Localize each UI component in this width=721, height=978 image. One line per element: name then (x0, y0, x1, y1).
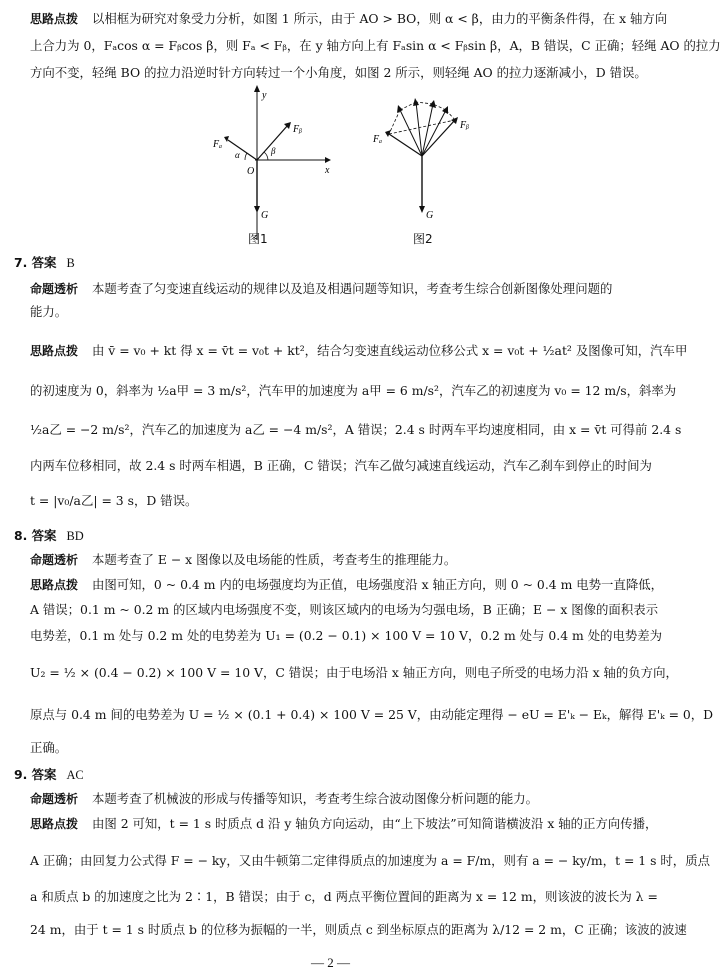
fig1-fb-label: Fᵦ (293, 124, 302, 135)
intro-label: 思路点拨 (30, 12, 79, 26)
figure-2-caption: 图2 (413, 232, 433, 246)
force-diagrams (195, 80, 495, 250)
q8-analysis-label: 命题透析 (30, 553, 79, 567)
q9-hint-text-1: 由图 2 可知，t = 1 s 时质点 d 沿 y 轴负方向运动，由“上下坡法”可知简谐横波沿 x 轴的正方向传播， (91, 816, 658, 831)
q8-answer-heading (14, 527, 84, 545)
q9-hint-line-2: A 正确；由回复力公式得 F = − ky，又由牛顿第二定律得质点的加速度为 a = F/m，则有 a = − ky/m，t = 1 s 时，质点 (30, 853, 710, 868)
q7-analysis-line-2: 能力。 (30, 304, 68, 319)
q7-hint-line-5: t = |v₀/a乙| = 3 s，D 错误。 (30, 493, 198, 508)
fig1-fa-label: Fₐ (213, 139, 223, 150)
fig2-g-label: G (426, 210, 434, 221)
q8-hint-line-5: 原点与 0.4 m 间的电势差为 U = ½ × (0.1 + 0.4) × 100 V = 25 V，由动能定理得 − eU = E'ₖ − Eₖ，解得 E'ₖ = 0，D (30, 707, 714, 722)
fig1-origin-label: O (247, 166, 255, 177)
q9-answer-heading (14, 766, 84, 784)
fig1-beta-label: β (271, 146, 276, 156)
q7-analysis-text-1: 本题考查了匀变速直线运动的规律以及追及相遇问题等知识，考查考生综合创新图像处理问题的 (91, 281, 613, 296)
figure-1-caption: 图1 (248, 232, 268, 246)
q8-head-label: 8. 答案 (14, 528, 57, 543)
q9-head-label: 9. 答案 (14, 767, 57, 782)
fig1-g-label: G (261, 210, 269, 221)
q8-answer-value: BD (66, 529, 84, 543)
q7-answer-value: B (66, 256, 75, 270)
q8-hint-label: 思路点拨 (30, 578, 79, 592)
intro-line-1 (30, 10, 668, 28)
page-number: — 2 — (311, 955, 350, 970)
fig2-fa-label: Fₐ (373, 134, 383, 145)
q7-hint-line-1 (30, 342, 688, 360)
q8-analysis-text-1: 本题考查了 E − x 图像以及电场能的性质，考查考生的推理能力。 (91, 552, 457, 567)
q8-hint-text-1: 由图可知，0 ~ 0.4 m 内的电场强度均为正值，电场强度沿 x 轴正方向，则 0 ~ 0.4 m 电势一直降低， (91, 577, 664, 592)
q7-hint-line-4: 内两车位移相同，故 2.4 s 时两车相遇，B 正确，C 错误；汽车乙做匀减速直线运动，汽车乙刹车到停止的时间为 (30, 458, 652, 473)
q9-hint-label: 思路点拨 (30, 817, 79, 831)
q8-hint-line-1 (30, 576, 664, 594)
q8-hint-line-6: 正确。 (30, 740, 68, 755)
q7-analysis-label: 命题透析 (30, 282, 79, 296)
q9-answer-value: AC (66, 768, 84, 782)
fig2-fb-label: Fᵦ (460, 120, 469, 131)
intro-line-2: 上合力为 0，Fₐcos α = Fᵦcos β，则 Fₐ < Fᵦ，在 y 轴方向上有 Fₐsin α < Fᵦsin β，A，B 错误，C 正确；轻绳 AO 的拉力 (30, 38, 721, 53)
q7-answer-heading (14, 254, 75, 272)
q7-hint-line-3: ½a乙 = −2 m/s²，汽车乙的加速度为 a乙 = −4 m/s²，A 错误；2.4 s 时两车平均速度相同，由 x = v̄t 可得前 2.4 s (30, 422, 682, 437)
q8-hint-line-3: 电势差，0.1 m 处与 0.2 m 处的电势差为 U₁ = (0.2 − 0.1) × 100 V = 10 V，0.2 m 处与 0.4 m 处的电势差为 (30, 628, 663, 643)
q9-hint-line-4: 24 m，由于 t = 1 s 时质点 b 的位移为振幅的一半，则质点 c 到坐标原点的距离为 λ/12 = 2 m，C 正确；该波的波速 (30, 922, 687, 937)
q8-hint-line-4: U₂ = ½ × (0.4 − 0.2) × 100 V = 10 V，C 错误；由于电场沿 x 轴正方向，则电子所受的电场力沿 x 轴的负方向， (30, 665, 678, 680)
fig1-y-label: y (262, 90, 267, 101)
q8-analysis-line-1 (30, 551, 642, 569)
q9-analysis-text-1: 本题考查了机械波的形成与传播等知识，考查考生综合波动图像分析问题的能力。 (91, 791, 539, 806)
intro-line-3: 方向不变，轻绳 BO 的拉力沿逆时针方向转过一个小角度，如图 2 所示，则轻绳 AO 的拉力逐渐减小，D 错误。 (30, 65, 647, 80)
intro-text-1: 以相框为研究对象受力分析，如图 1 所示，由于 AO > BO，则 α < β，由力的平衡条件得，在 x 轴方向 (91, 11, 668, 26)
q7-hint-label: 思路点拨 (30, 344, 79, 358)
q9-analysis-line-1 (30, 790, 642, 808)
q9-hint-line-1 (30, 815, 658, 833)
fig1-alpha-label: α (235, 150, 240, 160)
q7-analysis-line-1 (30, 280, 642, 298)
figure-1-diagram (224, 85, 331, 240)
q7-head-label: 7. 答案 (14, 255, 57, 270)
q7-hint-line-2: 的初速度为 0，斜率为 ½a甲 = 3 m/s²，汽车甲的加速度为 a甲 = 6 m/s²，汽车乙的初速度为 v₀ = 12 m/s，斜率为 (30, 383, 677, 398)
q9-hint-line-3: a 和质点 b 的加速度之比为 2∶1，B 错误；由于 c，d 两点平衡位置间的距离为 x = 12 m，则该波的波长为 λ = (30, 889, 658, 904)
q7-hint-text-1: 由 v̄ = v₀ + kt 得 x = v̄t = v₀t + kt²，结合匀变速直线运动位移公式 x = v₀t + ½at² 及图像可知，汽车甲 (91, 343, 688, 358)
q9-analysis-label: 命题透析 (30, 792, 79, 806)
force-figures (195, 80, 495, 250)
fig1-x-label: x (325, 165, 330, 176)
figure-2-diagram (385, 98, 458, 213)
q8-hint-line-2: A 错误；0.1 m ~ 0.2 m 的区域内电场强度不变，则该区域内的电场为匀强电场，B 正确；E − x 图像的面积表示 (30, 602, 658, 617)
